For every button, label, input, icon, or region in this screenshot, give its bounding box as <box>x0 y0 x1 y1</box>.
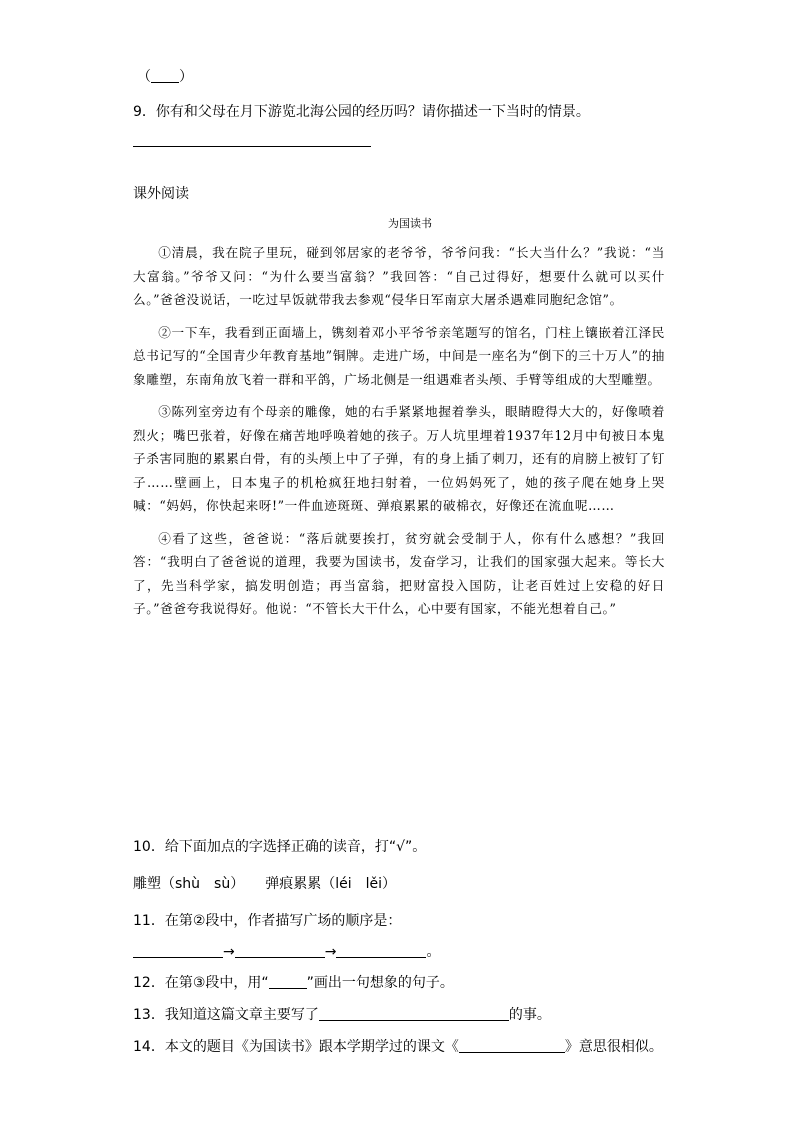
q11-blank-1[interactable] <box>133 943 223 958</box>
q12-text-before: 12．在第③段中，用“ <box>133 975 269 991</box>
q14-text-after: 》意思很相似。 <box>564 1039 663 1055</box>
q11-blank-3[interactable] <box>336 943 426 958</box>
story-paragraph-2: ②一下车，我看到正面墙上，镌刻着邓小平爷爷亲笔题写的馆名，门柱上镶嵌着江泽民总书记写的“全国青少年教育基地”铜牌。走进广场，中间是一座名为“倒下的三十万人”的抽象雕塑，东南角放飞着一群和平鸽，广场北侧是一组遇难者头颅、手臂等组成的大型雕塑。 <box>133 324 665 387</box>
q8-answer-bracket <box>137 66 193 86</box>
question-10-options: 雕塑（shù sù） 弹痕累累（léi lěi） <box>133 876 396 892</box>
q12-text-after: ”画出一句想象的句子。 <box>306 975 454 991</box>
q11-answer-row <box>133 941 440 961</box>
question-13 <box>133 1004 551 1024</box>
q14-answer-blank[interactable] <box>459 1038 565 1053</box>
q14-text-before: 14．本文的题目《为国读书》跟本学期学过的课文《 <box>133 1039 459 1055</box>
section-heading: 课外阅读 <box>133 186 189 202</box>
story-paragraph-4: ④看了这些，爸爸说：“落后就要挨打，贫穷就会受制于人，你有什么感想？”我回答：“我明白了爸爸说的道理，我要为国读书，发奋学习，让我们的国家强大起来。等长大了，先当科学家，搞发明创造；再当富翁，把财富投入国防，让老百姓过上安稳的好日子。”爸爸夸我说得好。他说：“不管长大干什么，心中要有国家，不能光想着自己。” <box>133 530 665 616</box>
q9-answer-line[interactable] <box>133 146 371 147</box>
question-9: 9．你有和父母在月下游览北海公园的经历吗？请你描述一下当时的情景。 <box>133 104 590 120</box>
q13-text-after: 的事。 <box>508 1007 551 1023</box>
q8-answer-blank[interactable] <box>151 68 179 83</box>
q13-answer-blank[interactable] <box>319 1006 509 1021</box>
arrow-1: → <box>223 944 235 960</box>
bracket-open: （ <box>137 69 151 85</box>
story-paragraph-1: ①清晨，我在院子里玩，碰到邻居家的老爷爷，爷爷问我：“长大当什么？”我说：“当大富翁。”爷爷又问：“为什么要当富翁？”我回答：“自己过得好，想要什么就可以买什么。”爸爸没说话，一吃过早饭就带我去参观“侵华日军南京大屠杀遇难同胞纪念馆”。 <box>133 245 665 307</box>
question-11: 11．在第②段中，作者描写广场的顺序是： <box>133 913 402 929</box>
q11-period: 。 <box>426 944 441 960</box>
q11-blank-2[interactable] <box>235 943 325 958</box>
question-14 <box>133 1036 663 1056</box>
arrow-2: → <box>324 944 337 960</box>
story-body <box>133 241 665 621</box>
question-10: 10．给下面加点的字选择正确的读音，打“√”。 <box>133 839 427 855</box>
q12-underline-sample <box>269 974 307 989</box>
story-paragraph-3: ③陈列室旁边有个母亲的雕像，她的右手紧紧地握着拳头，眼睛瞪得大大的，好像喷着烈火；嘴巴张着，好像在痛苦地呼唤着她的孩子。万人坑里埋着1937年12月中旬被日本鬼子杀害同胞的累累白骨，有的头颅上中了子弹，有的身上插了刺刀，还有的肩膀上被钉了钉子……壁画上，日本鬼子的机枪疯狂地扫射着，一位妈妈死了，她的孩子爬在她身上哭喊：“妈妈，你快起来呀!”一件血迹斑斑、弹痕累累的破棉衣，好像还在流血呢…… <box>133 404 665 513</box>
question-12 <box>133 972 454 992</box>
story-title: 为国读书 <box>388 217 432 230</box>
q13-text-before: 13．我知道这篇文章主要写了 <box>133 1007 319 1023</box>
bracket-close: ） <box>179 69 193 85</box>
